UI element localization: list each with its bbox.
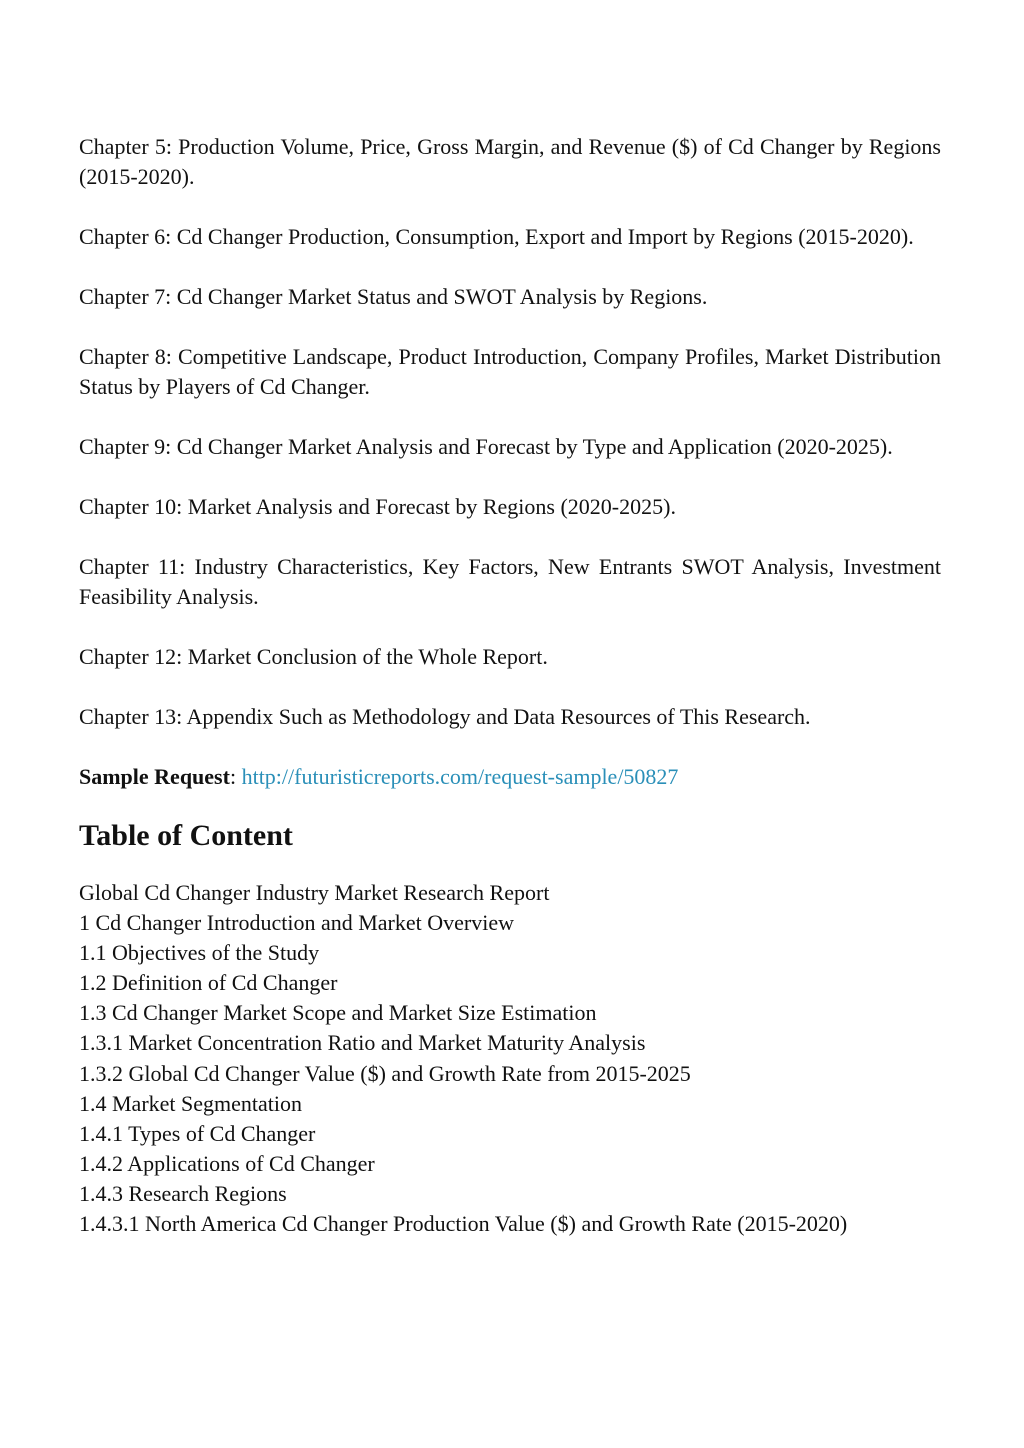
toc-list <box>79 878 941 1239</box>
toc-item: 1.1 Objectives of the Study <box>79 940 320 966</box>
toc-item: 1.4.1 Types of Cd Changer <box>79 1120 316 1146</box>
document-page <box>79 132 941 1239</box>
toc-item: 1.4.3 Research Regions <box>79 1180 287 1206</box>
sample-request-label: Sample Request <box>79 764 230 789</box>
sample-request-separator: : <box>229 764 242 789</box>
chapter-13-paragraph: Chapter 13: Appendix Such as Methodology and Data Resources of This Research. <box>79 704 811 729</box>
chapter-5-paragraph: Chapter 5: Production Volume, Price, Gross Margin, and Revenue ($) of Cd Changer by Regions (2015-2020). <box>79 134 941 189</box>
toc-item: 1.3 Cd Changer Market Scope and Market Size Estimation <box>79 1000 597 1026</box>
toc-item: 1.2 Definition of Cd Changer <box>79 970 338 996</box>
toc-item: 1.3.2 Global Cd Changer Value ($) and Growth Rate from 2015-2025 <box>79 1060 691 1086</box>
chapter-8-paragraph: Chapter 8: Competitive Landscape, Product Introduction, Company Profiles, Market Distribution Status by Players of Cd Changer. <box>79 344 941 399</box>
toc-item: Global Cd Changer Industry Market Research Report <box>79 880 550 905</box>
chapter-11-paragraph: Chapter 11: Industry Characteristics, Key Factors, New Entrants SWOT Analysis, Investment Feasibility Analysis. <box>79 554 941 609</box>
toc-item: 1.4.2 Applications of Cd Changer <box>79 1150 375 1176</box>
toc-item: 1.4.3.1 North America Cd Changer Production Value ($) and Growth Rate (2015-2020) <box>79 1211 848 1237</box>
sample-request-line <box>79 762 941 792</box>
sample-request-link[interactable]: http://futuristicreports.com/request-sample/50827 <box>241 764 679 789</box>
chapter-7-paragraph: Chapter 7: Cd Changer Market Status and SWOT Analysis by Regions. <box>79 284 708 309</box>
chapter-6-paragraph: Chapter 6: Cd Changer Production, Consumption, Export and Import by Regions (2015-2020). <box>79 224 914 249</box>
chapter-10-paragraph: Chapter 10: Market Analysis and Forecast by Regions (2020-2025). <box>79 494 676 519</box>
chapter-12-paragraph: Chapter 12: Market Conclusion of the Whole Report. <box>79 644 548 669</box>
toc-item: 1 Cd Changer Introduction and Market Overview <box>79 910 514 936</box>
toc-item: 1.3.1 Market Concentration Ratio and Market Maturity Analysis <box>79 1030 646 1056</box>
toc-heading: Table of Content <box>79 819 293 852</box>
toc-item: 1.4 Market Segmentation <box>79 1090 303 1116</box>
chapter-9-paragraph: Chapter 9: Cd Changer Market Analysis and Forecast by Type and Application (2020-2025). <box>79 434 893 459</box>
